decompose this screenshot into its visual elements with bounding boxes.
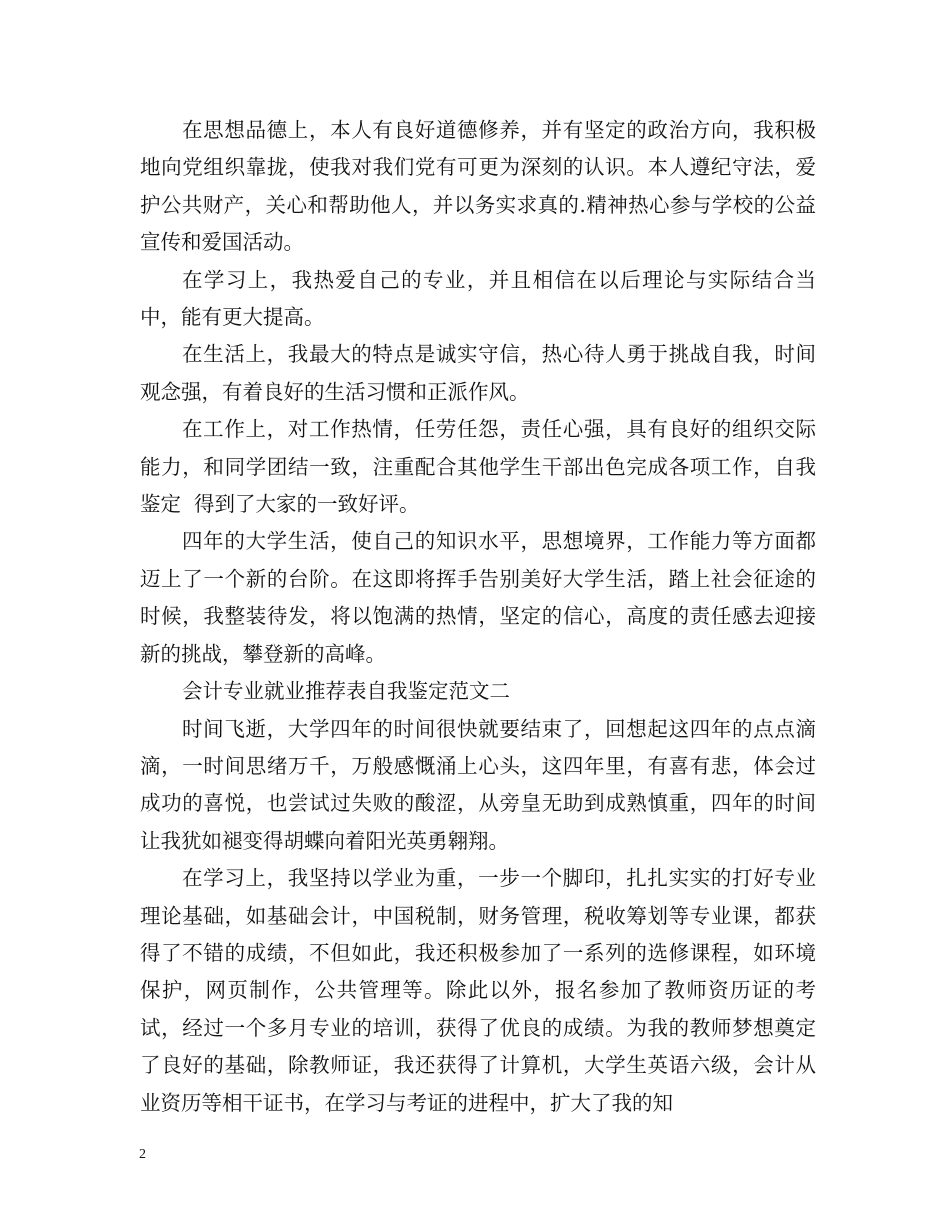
page-number: 2 [139, 1147, 146, 1162]
paragraph-time-flies: 时间飞逝，大学四年的时间很快就要结束了，回想起这四年的点点滴滴，一时间思绪万千，万般感慨涌上心头，这四年里，有喜有悲，体会过成功的喜悦，也尝试过失败的酸涩，从旁皇无助到成熟慎重，四年的时间让我犹如褪变得胡蝶向着阳光英勇翱翔。 [140, 716, 816, 853]
section-heading: 会计专业就业推荐表自我鉴定范文二 [182, 679, 511, 704]
paragraph-work: 在工作上，对工作热情，任劳任怨，责任心强，具有良好的组织交际能力，和同学团结一致，注重配合其他学生干部出色完成各项工作，自我鉴定 得到了大家的一致好评。 [140, 417, 816, 517]
document-body [140, 112, 816, 1122]
paragraph-life: 在生活上，我最大的特点是诚实守信，热心待人勇于挑战自我，时间观念强，有着良好的生活习惯和正派作风。 [140, 342, 816, 404]
paragraph-moral-character: 在思想品德上，本人有良好道德修养，并有坚定的政治方向，我积极地向党组织靠拢，使我对我们党有可更为深刻的认识。本人遵纪守法，爱护公共财产，关心和帮助他人，并以务实求真的.精神热心参与学校的公益宣传和爱国活动。 [140, 118, 816, 255]
paragraph-study-details: 在学习上，我坚持以学业为重，一步一个脚印，扎扎实实的打好专业理论基础，如基础会计，中国税制，财务管理，税收筹划等专业课，都获得了不错的成绩，不但如此，我还积极参加了一系列的选修课程，如环境保护，网页制作，公共管理等。除此以外，报名参加了教师资历证的考试，经过一个多月专业的培训，获得了优良的成绩。为我的教师梦想奠定了良好的基础，除教师证，我还获得了计算机，大学生英语六级，会计从业资历等相干证书，在学习与考证的进程中，扩大了我的知 [140, 866, 816, 1115]
paragraph-university-summary: 四年的大学生活，使自己的知识水平，思想境界，工作能力等方面都迈上了一个新的台阶。在这即将挥手告别美好大学生活，踏上社会征途的时候，我整装待发，将以饱满的热情，坚定的信心，高度的责任感去迎接新的挑战，攀登新的高峰。 [140, 529, 816, 666]
paragraph-study: 在学习上，我热爱自己的专业，并且相信在以后理论与实际结合当中，能有更大提高。 [140, 267, 816, 330]
